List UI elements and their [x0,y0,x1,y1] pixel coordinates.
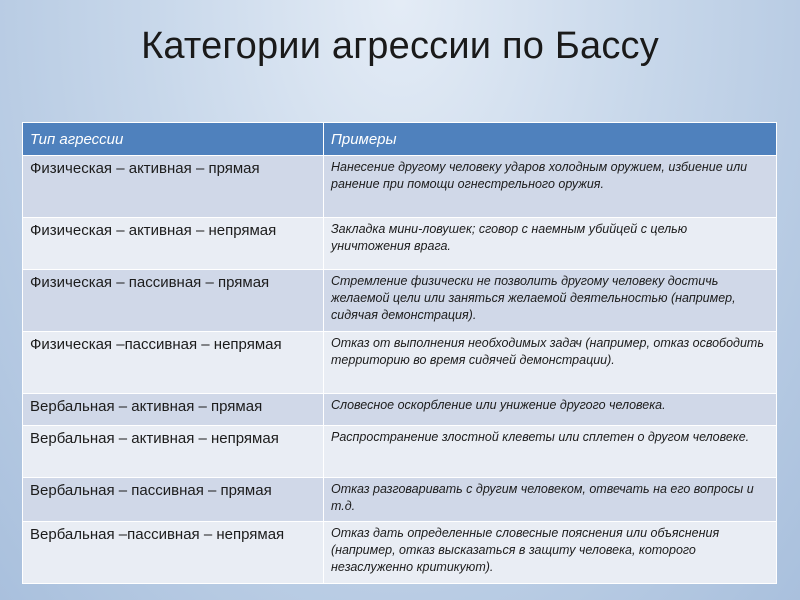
table-row [23,522,777,584]
aggression-type-cell: Вербальная –пассивная – непрямая [23,522,324,584]
aggression-example-cell: Стремление физически не позволить другому человеку достичь желаемой цели или заняться желаемой деятельностью (например, сидячая демонстрация). [324,270,777,332]
aggression-type-cell: Вербальная – активная – прямая [23,394,324,426]
aggression-example-cell: Распространение злостной клеветы или сплетен о другом человеке. [324,426,777,478]
aggression-example-cell: Отказ от выполнения необходимых задач (например, отказ освободить территорию во время сидячей демонстрации). [324,332,777,394]
slide-title: Категории агрессии по Бассу [141,25,659,67]
column-header-examples: Примеры [324,123,777,156]
table-row [23,394,777,426]
aggression-type-cell: Физическая – активная – прямая [23,156,324,218]
aggression-type-cell: Физическая –пассивная – непрямая [23,332,324,394]
aggression-example-cell: Отказ разговаривать с другим человеком, отвечать на его вопросы и т.д. [324,478,777,522]
table-row [23,156,777,218]
table-row [23,270,777,332]
table-row [23,426,777,478]
aggression-type-cell: Физическая – активная – непрямая [23,218,324,270]
aggression-example-cell: Отказ дать определенные словесные пояснения или объяснения (например, отказ высказаться в защиту человека, которого незаслуженно критикуют). [324,522,777,584]
aggression-table [22,122,777,584]
aggression-example-cell: Закладка мини-ловушек; сговор с наемным убийцей с целью уничтожения врага. [324,218,777,270]
table-row [23,478,777,522]
aggression-example-cell: Словесное оскорбление или унижение другого человека. [324,394,777,426]
table-row [23,332,777,394]
column-header-type: Тип агрессии [23,123,324,156]
aggression-type-cell: Физическая – пассивная – прямая [23,270,324,332]
aggression-type-cell: Вербальная – активная – непрямая [23,426,324,478]
table-row [23,218,777,270]
aggression-type-cell: Вербальная – пассивная – прямая [23,478,324,522]
table-header-row [23,123,777,156]
aggression-example-cell: Нанесение другому человеку ударов холодным оружием, избиение или ранение при помощи огнестрельного оружия. [324,156,777,218]
